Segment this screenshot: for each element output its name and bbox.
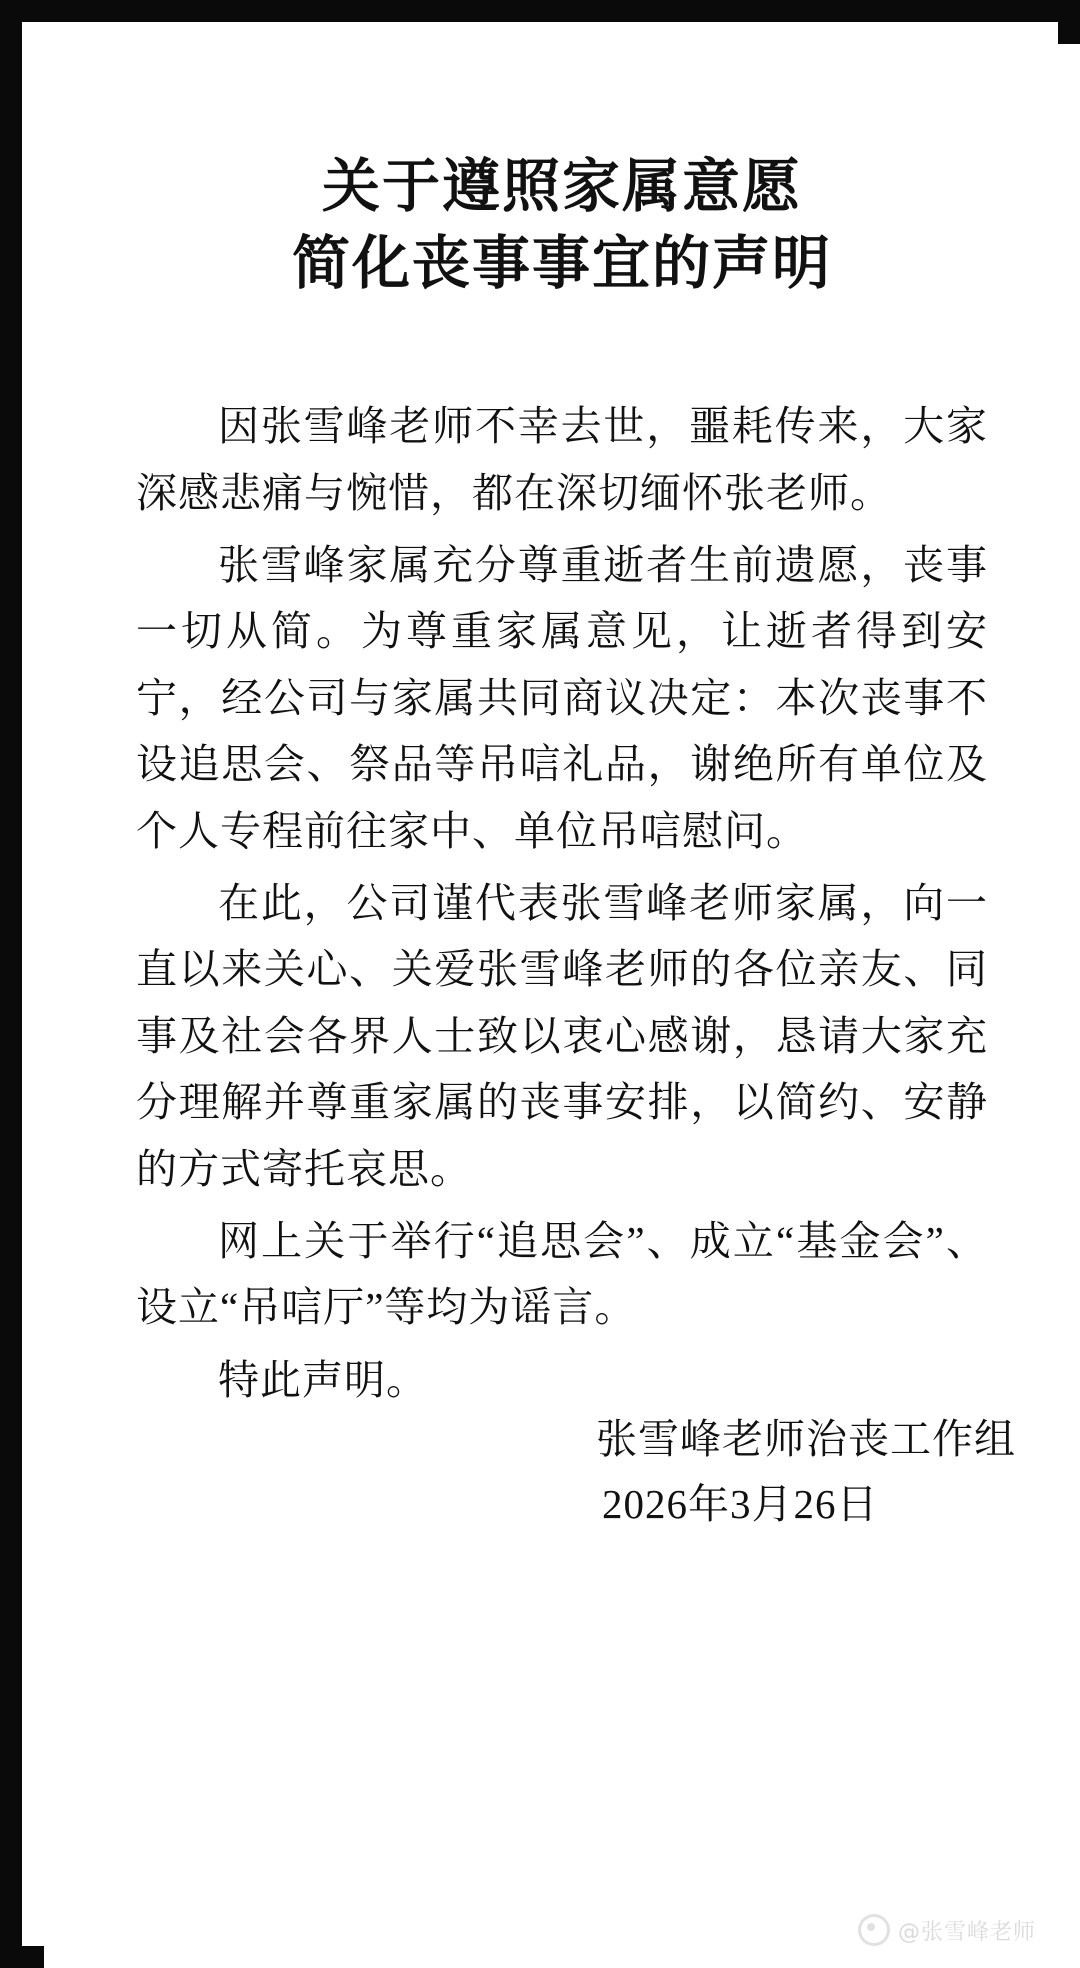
- statement-content: [44, 44, 1080, 1968]
- signature-organization: 张雪峰老师治丧工作组: [596, 1415, 1016, 1462]
- paragraph: 张雪峰家属充分尊重逝者生前遗愿，丧事一切从简。为尊重家属意见，让逝者得到安宁，经公司与家属共同商议决定：本次丧事不设追思会、祭品等吊唁礼品，谢绝所有单位及个人专程前往家中、单位吊唁慰问。: [136, 541, 988, 854]
- title-line-1: 关于遵照家属意愿: [321, 152, 802, 220]
- signature: [596, 1407, 1016, 1538]
- paragraph: 网上关于举行“追思会”、成立“基金会”、设立“吊唁厅”等均为谣言。: [136, 1217, 988, 1331]
- paragraph: 特此声明。: [218, 1356, 428, 1403]
- watermark-text: @张雪峰老师: [897, 1919, 1036, 1945]
- title-line-2: 简化丧事事宜的声明: [291, 228, 832, 297]
- statement-body: [136, 393, 988, 1413]
- page-title: [44, 148, 1080, 301]
- weibo-eye-icon: [858, 1914, 890, 1946]
- signature-date: 2026年3月26日: [602, 1481, 879, 1528]
- paragraph: 在此，公司谨代表张雪峰老师家属，向一直以来关心、关爱张雪峰老师的各位亲友、同事及社会各界人士致以衷心感谢，恳请大家充分理解并尊重家属的丧事安排，以简约、安静的方式寄托哀思。: [136, 879, 988, 1192]
- paragraph: 因张雪峰老师不幸去世，噩耗传来，大家深感悲痛与惋惜，都在深切缅怀张老师。: [136, 403, 988, 516]
- weibo-watermark: [858, 1914, 1036, 1946]
